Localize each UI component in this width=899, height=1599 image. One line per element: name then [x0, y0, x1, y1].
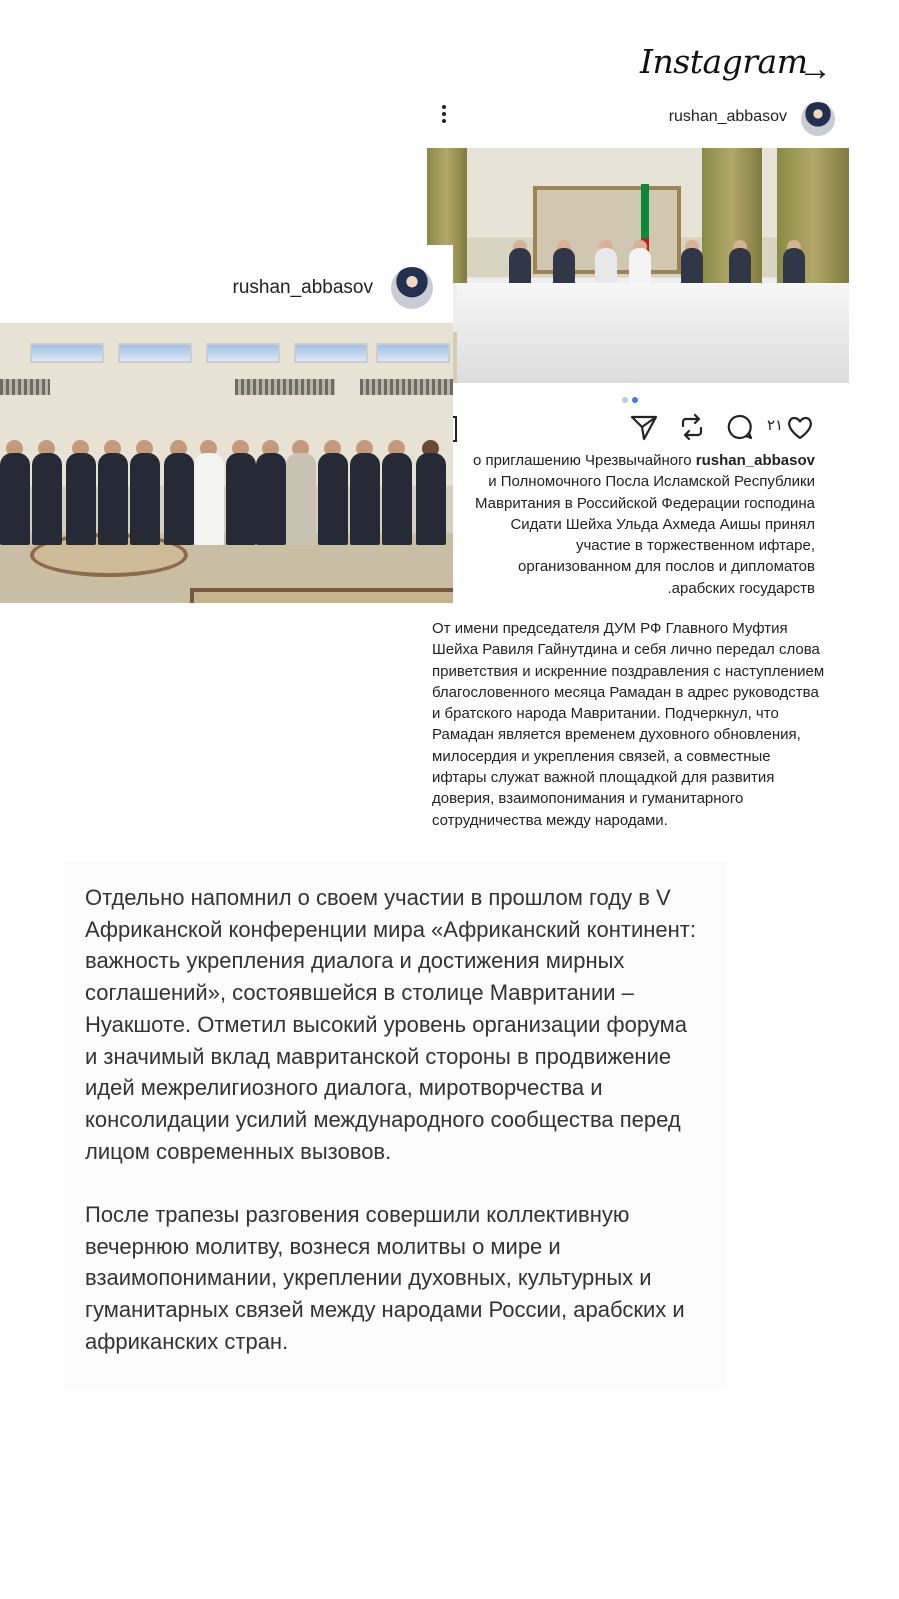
more-options-icon[interactable] [437, 102, 451, 132]
heart-icon[interactable] [785, 412, 815, 442]
paragraph-2: После трапезы разговения совершили коллективную вечернюю молитву, вознеся молитвы о мире и взаимопонимании, укреплении духовных, культурных и гуманитарных связей между народами России, арабских и африканских стран. [85, 1202, 685, 1354]
post-caption: о приглашению Чрезвычайного rushan_abbasov и Полномочного Посла Исламской Республики Мавритания в Российской Федерации господина Сидати Шейха Ульда Ахмеда Аишы принял участие в торжественном ифтаре, организованном для послов и дипломатов .арабских государств [472, 452, 815, 597]
post-username[interactable]: rushan_abbasov [232, 277, 373, 298]
post-photo-group [0, 323, 453, 603]
repost-icon[interactable] [677, 412, 707, 442]
instagram-logo: Instagram [640, 42, 808, 81]
post-left [0, 245, 453, 603]
post-header [427, 98, 849, 142]
avatar[interactable] [391, 267, 433, 309]
post-caption-continued: От имени председателя ДУМ РФ Главного Муфтия Шейха Равиля Гайнутдина и себя лично передал слова приветствия и искренние поздравления с наступлением благословенного месяца Рамадан в адрес руководства и братского народа Мавритании. Подчеркнул, что Рамадан является временем духовного обновления, милосердия и укрепления связей, а совместные ифтары служат важной площадкой для развития доверия, взаимопонимания и гуманитарного сотрудничества между народами. [432, 620, 825, 829]
caption-username[interactable]: rushan_abbasov [695, 452, 815, 469]
article-text [63, 862, 727, 1388]
comment-icon[interactable] [725, 412, 755, 442]
like-count: ۲۱ [767, 417, 784, 434]
avatar[interactable] [801, 102, 835, 136]
post-actions [427, 406, 849, 446]
paragraph-1: Отдельно напомнил о своем участии в прошлом году в V Африканской конференции мира «Африканский континент: важность укрепления диалога и достижения мирных соглашений», состоявшейся в столице Мавритании – Нуакшоте. Отметил высокий уровень организации форума и значимый вклад мавританской стороны в продвижение идей межрелигиозного диалога, миротворчества и консолидации усилий международного сообщества перед лицом современных вызовов. [85, 885, 696, 1164]
arrow-right-icon[interactable]: → [798, 50, 832, 88]
send-icon[interactable] [629, 412, 659, 442]
post-photo-iftar [427, 148, 849, 383]
post-username[interactable]: rushan_abbasov [668, 108, 787, 125]
